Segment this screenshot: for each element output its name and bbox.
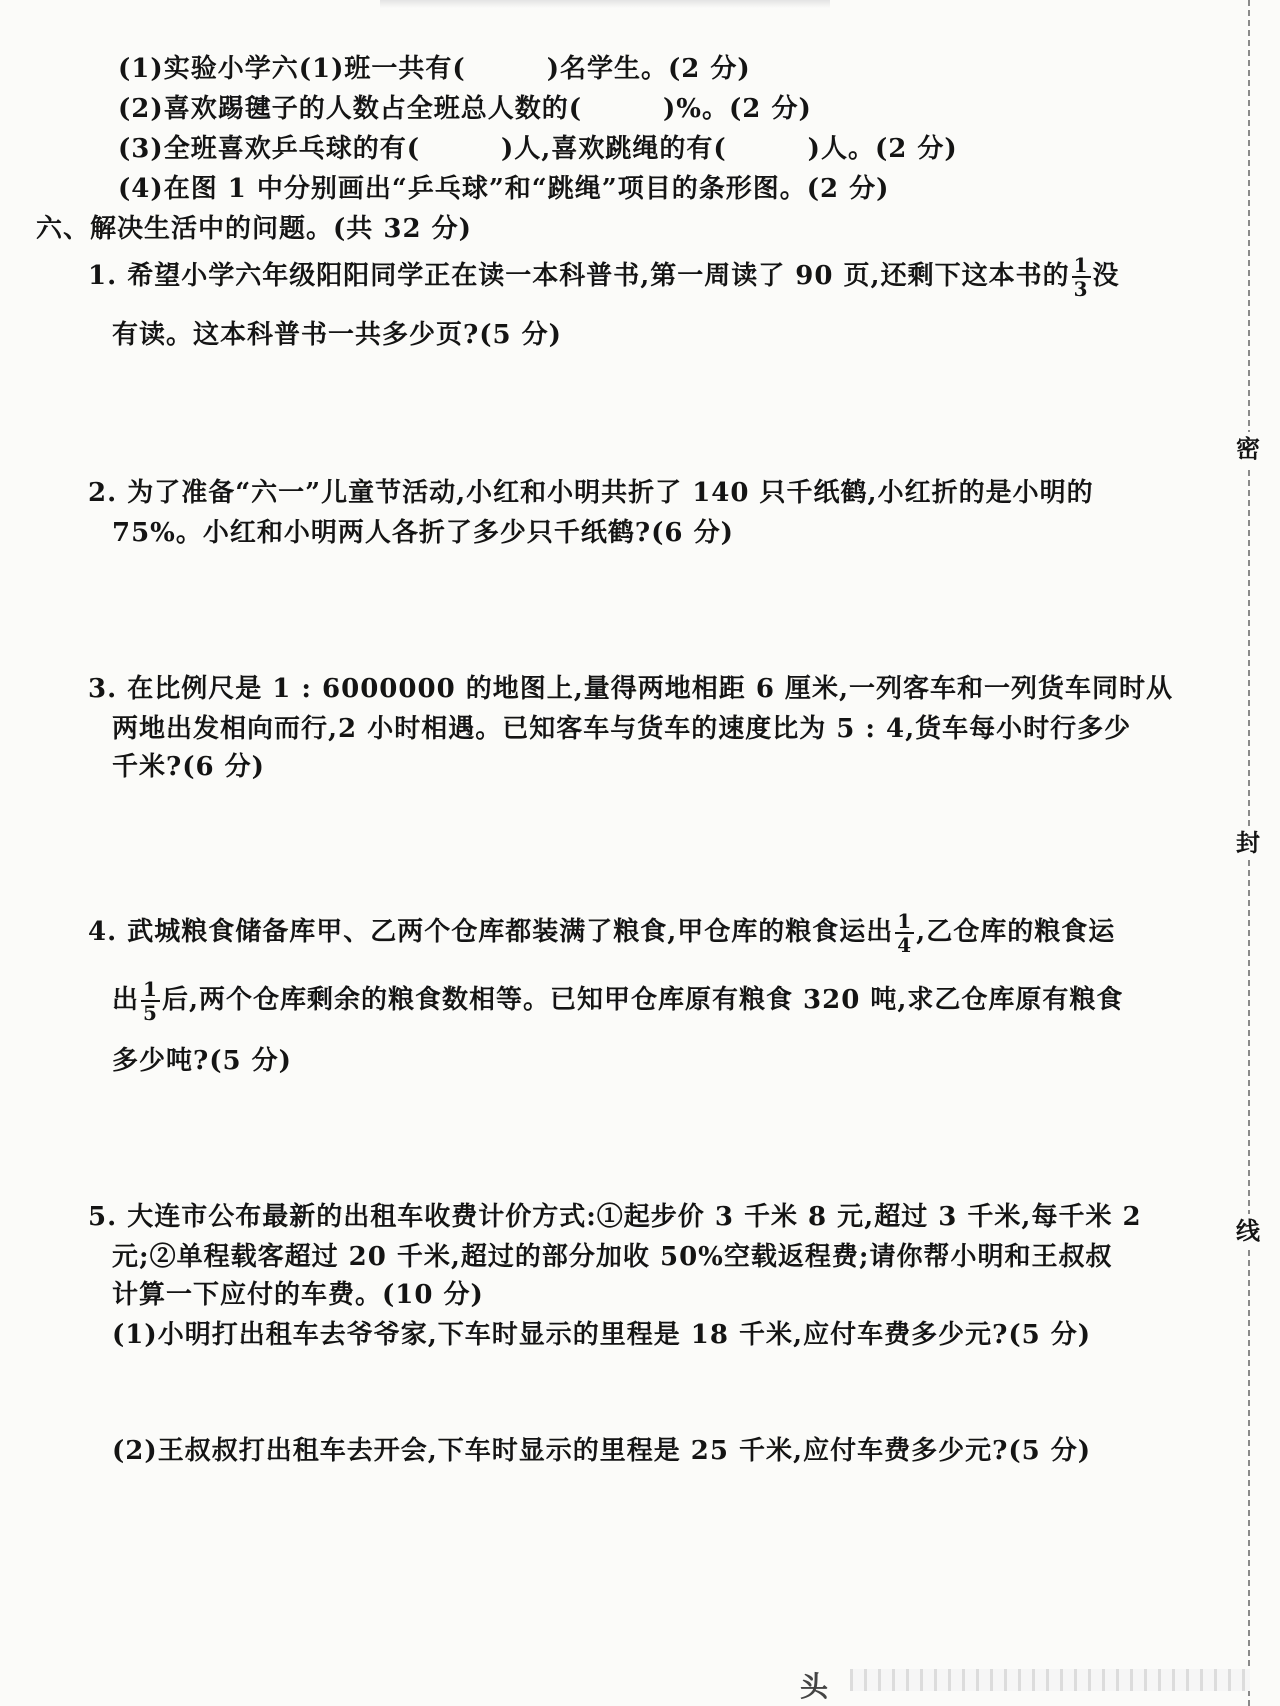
question-4-line-3: 多少吨?(5 分) (112, 1046, 292, 1076)
question-1-line-1 (88, 254, 1120, 300)
question-1-text-a: 1. 希望小学六年级阳阳同学正在读一本科普书,第一周读了 90 页,还剩下这本书的 (88, 261, 1070, 291)
question-5-line-1: 5. 大连市公布最新的出租车收费计价方式:①起步价 3 千米 8 元,超过 3 千米,每千米 2 (88, 1202, 1142, 1232)
question-1-line-2: 有读。这本科普书一共多少页?(5 分) (112, 320, 562, 350)
binding-mark-envelope: 封 (1232, 826, 1264, 860)
sub-question-1: (1)实验小学六(1)班一共有( )名学生。(2 分) (118, 54, 751, 84)
sub-question-3: (3)全班喜欢乒乓球的有( )人,喜欢跳绳的有( )人。(2 分) (118, 134, 958, 164)
question-4-line-2 (112, 978, 1123, 1024)
question-4-text-a: 4. 武城粮食储备库甲、乙两个仓库都装满了粮食,甲仓库的粮食运出 (88, 917, 894, 947)
sub-question-2: (2)喜欢踢毽子的人数占全班总人数的( )%。(2 分) (118, 94, 812, 124)
sub-question-4: (4)在图 1 中分别画出“乒乓球”和“跳绳”项目的条形图。(2 分) (118, 174, 890, 204)
question-3-line-3: 千米?(6 分) (112, 752, 265, 782)
watermark-bars (850, 1669, 1250, 1691)
question-5-sub-2: (2)王叔叔打出租车去开会,下车时显示的里程是 25 千米,应付车费多少元?(5 分) (112, 1436, 1092, 1466)
question-1-text-b: 没 (1092, 261, 1120, 291)
fraction-one-quarter: $\frac{1}{4}$ (897, 909, 913, 957)
fraction-one-fifth: $\frac{1}{5}$ (143, 977, 158, 1025)
watermark (800, 1665, 1260, 1703)
question-5-line-3: 计算一下应付的车费。(10 分) (112, 1280, 484, 1310)
question-5-line-2: 元;②单程载客超过 20 千米,超过的部分加收 50%空载返程费;请你帮小明和王叔叔 (112, 1242, 1113, 1272)
question-2-line-2: 75%。小红和小明两人各折了多少只千纸鹤?(6 分) (112, 518, 734, 548)
binding-mark-seal: 密 (1232, 432, 1264, 466)
watermark-glyph: 头 (800, 1670, 829, 1703)
section-title: 六、解决生活中的问题。(共 32 分) (36, 214, 472, 244)
question-5-sub-1: (1)小明打出租车去爷爷家,下车时显示的里程是 18 千米,应付车费多少元?(5 分) (112, 1320, 1092, 1350)
question-2-line-1: 2. 为了准备“六一”儿童节活动,小红和小明共折了 140 只千纸鹤,小红折的是小明的 (88, 478, 1094, 508)
question-3-line-1: 3. 在比例尺是 1 : 6000000 的地图上,量得两地相距 6 厘米,一列客车和一列货车同时从 (88, 674, 1174, 704)
question-4-text-c: 出 (112, 985, 140, 1015)
scan-edge-shadow (380, 0, 830, 8)
fraction-one-third: $\frac{1}{3}$ (1073, 253, 1089, 301)
question-4-line-1 (88, 910, 1115, 956)
binding-mark-line: 线 (1232, 1214, 1264, 1248)
question-3-line-2: 两地出发相向而行,2 小时相遇。已知客车与货车的速度比为 5 : 4,货车每小时行多少 (112, 714, 1132, 744)
question-4-text-d: 后,两个仓库剩余的粮食数相等。已知甲仓库原有粮食 320 吨,求乙仓库原有粮食 (161, 985, 1124, 1015)
question-4-text-b: ,乙仓库的粮食运 (916, 917, 1116, 947)
